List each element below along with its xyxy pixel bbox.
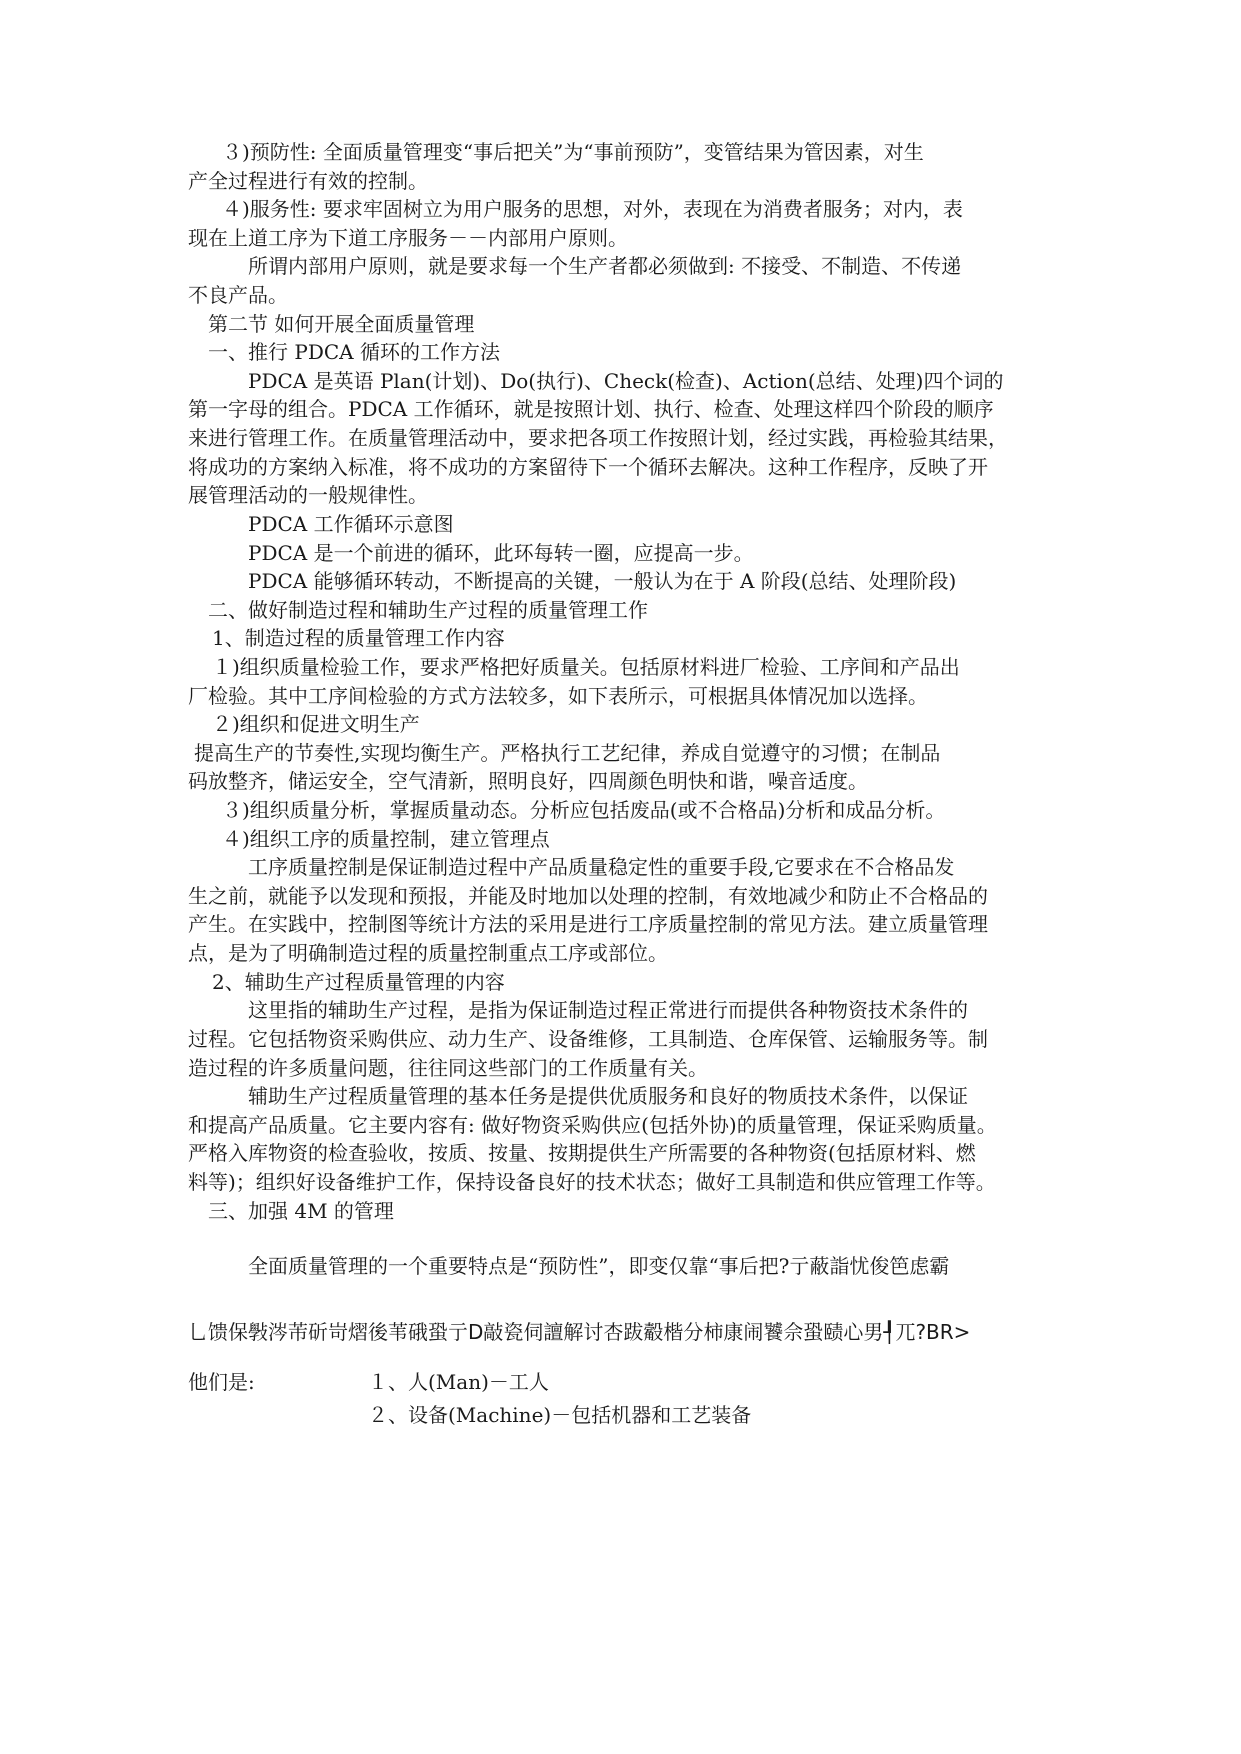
paragraph-line: PDCA 能够循环转动，不断提高的关键，一般认为在于 A 阶段(总结、处理阶段) xyxy=(248,569,957,593)
paragraph-line: 和提高产品质量。它主要内容有: 做好物资采购供应(包括外协)的质量管理，保证采购质量。 xyxy=(188,1113,997,1137)
paragraph-line: 工序质量控制是保证制造过程中产品质量稳定性的重要手段,它要求在不合格品发 xyxy=(248,855,955,879)
paragraph-line: 厂检验。其中工序间检验的方式方法较多，如下表所示，可根据具体情况加以选择。 xyxy=(188,684,928,708)
paragraph-line: 这里指的辅助生产过程，是指为保证制造过程正常进行而提供各种物资技术条件的 xyxy=(248,998,968,1022)
paragraph-line: 展管理活动的一般规律性。 xyxy=(188,483,428,507)
subsection-heading: 三、加强 4M 的管理 xyxy=(208,1199,394,1223)
paragraph-line: ３)预防性: 全面质量管理变“事后把关”为“事前预防”，变管结果为管因素，对生 xyxy=(222,140,924,164)
paragraph-line: 现在上道工序为下道工序服务－－内部用户原则。 xyxy=(188,226,628,250)
paragraph-line: 产生。在实践中，控制图等统计方法的采用是进行工序质量控制的常见方法。建立质量管理 xyxy=(188,912,988,936)
paragraph-line: １)组织质量检验工作，要求严格把好质量关。包括原材料进厂检验、工序间和产品出 xyxy=(212,655,960,679)
list-item: ２、设备(Machine)－包括机器和工艺装备 xyxy=(368,1403,752,1427)
paragraph-line: 辅助生产过程质量管理的基本任务是提供优质服务和良好的物质技术条件，以保证 xyxy=(248,1084,968,1108)
paragraph-line: 提高生产的节奏性,实现均衡生产。严格执行工艺纪律，养成自觉遵守的习惯；在制品 xyxy=(194,741,941,765)
item-heading: ４)组织工序的质量控制，建立管理点 xyxy=(222,827,550,851)
paragraph-line: 码放整齐，储运安全，空气清新，照明良好，四周颜色明快和谐，噪音适度。 xyxy=(188,769,868,793)
paragraph-line: 将成功的方案纳入标准，将不成功的方案留待下一个循环去解决。这种工作程序，反映了开 xyxy=(188,455,988,479)
list-label: 他们是: xyxy=(188,1370,255,1394)
subsection-heading: 二、做好制造过程和辅助生产过程的质量管理工作 xyxy=(208,598,648,622)
garbled-text-line: 乚馈保斅涔芾斫岢熠後苇硪蛩亍D敲瓷伺譠解讨杏跋觳楷分柿康闹饕佘蛩赜心男┦兀?BR> xyxy=(188,1320,971,1344)
section-heading: 第二节 如何开展全面质量管理 xyxy=(208,312,475,336)
subsection-heading: 一、推行 PDCA 循环的工作方法 xyxy=(208,340,500,364)
paragraph-line: 生之前，就能予以发现和预报，并能及时地加以处理的控制，有效地减少和防止不合格品的 xyxy=(188,884,988,908)
paragraph-line: 来进行管理工作。在质量管理活动中，要求把各项工作按照计划，经过实践，再检验其结果， xyxy=(188,426,1008,450)
paragraph-line: 过程。它包括物资采购供应、动力生产、设备维修，工具制造、仓库保管、运输服务等。制 xyxy=(188,1027,988,1051)
paragraph-line: 所谓内部用户原则，就是要求每一个生产者都必须做到: 不接受、不制造、不传递 xyxy=(248,254,962,278)
paragraph-line: 第一字母的组合。PDCA 工作循环，就是按照计划、执行、检查、处理这样四个阶段的顺序 xyxy=(188,397,994,421)
paragraph-line: 点，是为了明确制造过程的质量控制重点工序或部位。 xyxy=(188,941,668,965)
paragraph-line: ３)组织质量分析，掌握质量动态。分析应包括废品(或不合格品)分析和成品分析。 xyxy=(222,798,946,822)
figure-caption: PDCA 工作循环示意图 xyxy=(248,512,454,536)
item-heading: 1、制造过程的质量管理工作内容 xyxy=(212,626,505,650)
paragraph-line: 全面质量管理的一个重要特点是“预防性”，即变仅靠“事后把?亍蔽詣忧俊笆虑霸 xyxy=(248,1254,950,1278)
item-heading: ２)组织和促进文明生产 xyxy=(212,712,420,736)
paragraph-line: 造过程的许多质量问题，往往同这些部门的工作质量有关。 xyxy=(188,1056,708,1080)
paragraph-line: PDCA 是一个前进的循环，此环每转一圈，应提高一步。 xyxy=(248,541,754,565)
paragraph-line: ４)服务性: 要求牢固树立为用户服务的思想，对外，表现在为消费者服务；对内，表 xyxy=(222,197,963,221)
paragraph-line: 料等)；组织好设备维护工作，保持设备良好的技术状态；做好工具制造和供应管理工作等。 xyxy=(188,1170,996,1194)
list-item: １、人(Man)－工人 xyxy=(368,1370,549,1394)
paragraph-line: 不良产品。 xyxy=(188,283,288,307)
paragraph-line: PDCA 是英语 Plan(计划)、Do(执行)、Check(检查)、Action(总结、处理)四个词的 xyxy=(248,369,1004,393)
item-heading: 2、辅助生产过程质量管理的内容 xyxy=(212,970,505,994)
paragraph-line: 严格入库物资的检查验收，按质、按量、按期提供生产所需要的各种物资(包括原材料、燃 xyxy=(188,1141,976,1165)
paragraph-line: 产全过程进行有效的控制。 xyxy=(188,169,428,193)
